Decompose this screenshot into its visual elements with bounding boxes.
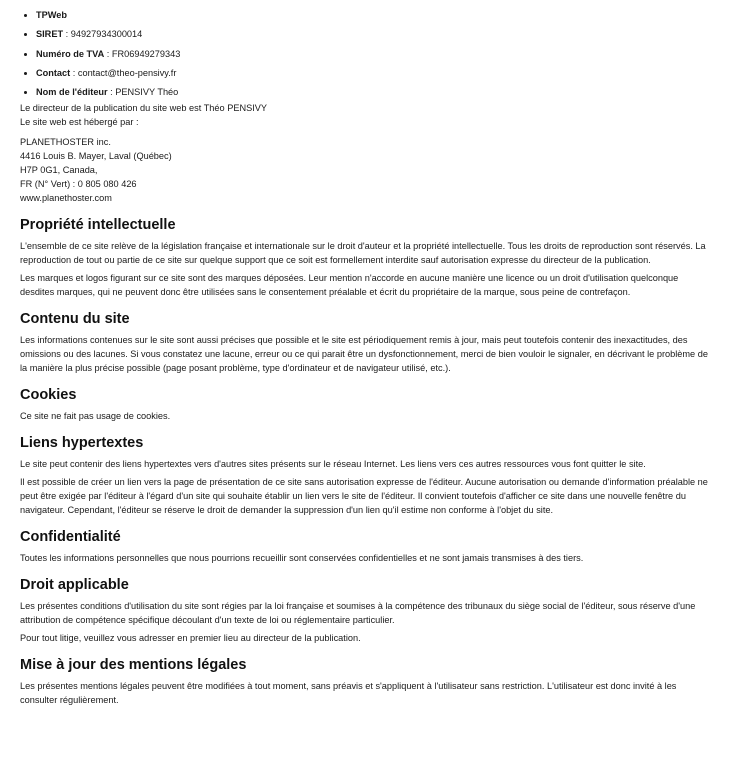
publication-director: Le directeur de la publication du site web est Théo PENSIVY: [20, 103, 268, 114]
identity-label: Contact: [36, 67, 71, 78]
section-paragraph: Il est possible de créer un lien vers la page de présentation de ce site sans autorisation expresse de l'éditeur. Aucune autorisation ou demande d'information préalable ne peut être exigée par l'éditeur à l'égard d'un site qui souhaite établir un lien vers le site de l'éditeur. Il convient toutefois d'afficher ce site dans une nouvelle fenêtre du navigateur. Cependant, l'éditeur se réserve le droit de demander la suppression d'un lien qu'il estime non conforme à l'objet du site.: [20, 477, 708, 516]
identity-item-editor: [36, 85, 713, 99]
section-title: Propriété intellectuelle: [20, 217, 176, 234]
section-title: Liens hypertextes: [20, 435, 144, 452]
host-website: www.planethoster.com: [20, 193, 112, 204]
identity-item-vat: [36, 47, 713, 61]
section-paragraph: Pour tout litige, veuillez vous adresser en premier lieu au directeur de la publication.: [20, 633, 361, 644]
section-intellectual-property: [20, 216, 713, 299]
section-privacy: [20, 528, 713, 565]
section-legal-updates: [20, 656, 713, 707]
section-title: Droit applicable: [20, 577, 129, 594]
publication-info: [20, 101, 713, 129]
host-phone: FR (N° Vert) : 0 805 080 426: [20, 179, 137, 190]
section-paragraph: L'ensemble de ce site relève de la législation française et internationale sur le droit d'auteur et la propriété intellectuelle. Tous les droits de reproduction sont réservés. La reproduction de tout ou partie de ce site sur quelque support que ce soit est formellement interdite sauf autorisation expresse du directeur de la publication.: [20, 241, 706, 266]
identity-label: Nom de l'éditeur: [36, 87, 108, 98]
section-paragraph: Les présentes mentions légales peuvent être modifiées à tout moment, sans préavis et s'appliquent à l'utilisateur sans restriction. L'utilisateur est donc invité à les consulter régulièrement.: [20, 681, 677, 706]
host-name: PLANETHOSTER inc.: [20, 137, 111, 148]
section-title: Confidentialité: [20, 529, 121, 546]
hosting-intro: Le site web est hébergé par :: [20, 117, 139, 128]
publisher-identity-list: [20, 8, 713, 99]
section-site-content: [20, 310, 713, 375]
identity-value: : contact@theo-pensivy.fr: [70, 67, 177, 78]
identity-label: Numéro de TVA: [36, 48, 105, 59]
identity-item-siret: [36, 27, 713, 41]
section-cookies: [20, 386, 713, 423]
section-paragraph: Toutes les informations personnelles que nous pourrions recueillir sont conservées confidentielles et ne sont jamais transmises à des tiers.: [20, 553, 584, 564]
section-title: Mise à jour des mentions légales: [20, 657, 247, 674]
section-title: Contenu du site: [20, 311, 130, 328]
section-hyperlinks: [20, 434, 713, 517]
host-address-line-1: 4416 Louis B. Mayer, Laval (Québec): [20, 151, 172, 162]
identity-value: : 94927934300014: [63, 29, 143, 40]
section-paragraph: Le site peut contenir des liens hypertextes vers d'autres sites présents sur le réseau Internet. Les liens vers ces autres ressources vous font quitter le site.: [20, 459, 646, 470]
section-paragraph: Les présentes conditions d'utilisation du site sont régies par la loi française et soumises à la compétence des tribunaux du siège social de l'éditeur, sous réserve d'une attribution de compétence spécifique découlant d'un texte de loi ou réglementaire particulier.: [20, 601, 696, 626]
identity-item-contact: [36, 66, 713, 80]
identity-value: : PENSIVY Théo: [107, 87, 179, 98]
identity-value: : FR06949279343: [104, 48, 181, 59]
section-paragraph: Les marques et logos figurant sur ce site sont des marques déposées. Leur mention n'accorde en aucune manière une licence ou un droit d'utilisation quelconque desdites marques, qui ne peuvent donc être utilisées sans le consentement préalable et écrit du propriétaire de la marque, sous peine de contrefaçon.: [20, 273, 679, 298]
identity-label: TPWeb: [36, 10, 67, 20]
host-address: [20, 135, 713, 205]
section-paragraph: Ce site ne fait pas usage de cookies.: [20, 411, 171, 422]
host-address-line-2: H7P 0G1, Canada,: [20, 165, 98, 176]
identity-label: SIRET: [36, 29, 64, 40]
section-paragraph: Les informations contenues sur le site sont aussi précises que possible et le site est périodiquement remis à jour, mais peut toutefois contenir des inexactitudes, des omissions ou des lacunes. Si vous constatez une lacune, erreur ou ce qui parait être un dysfonctionnement, merci de bien vouloir le signaler, en décrivant le problème de la manière la plus précise possible (page posant problème, type d'ordinateur et de navigateur utilisé, etc.).: [20, 335, 708, 374]
section-applicable-law: [20, 576, 713, 645]
section-title: Cookies: [20, 387, 77, 404]
identity-item-company: [36, 8, 713, 22]
